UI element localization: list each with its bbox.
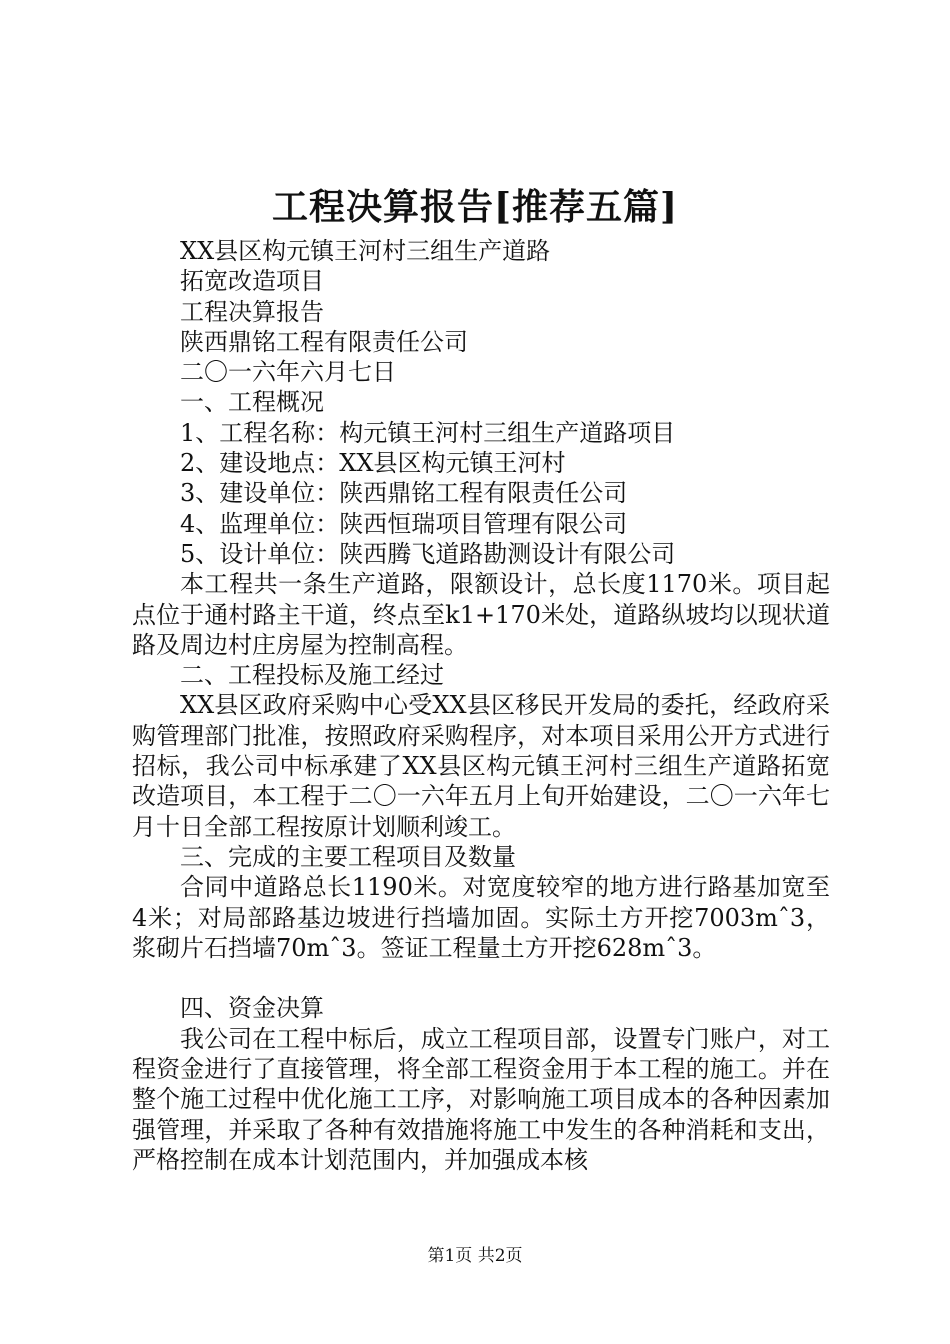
list-item: 2、建设地点：XX县区构元镇王河村 <box>180 449 566 478</box>
section-heading: 三、完成的主要工程项目及数量 <box>180 842 516 871</box>
list-item: 3、建设单位：陕西鼎铭工程有限责任公司 <box>180 479 628 508</box>
list-item: 1、工程名称：构元镇王河村三组生产道路项目 <box>180 418 676 447</box>
paragraph: 我公司在工程中标后，成立工程项目部，设置专门账户，对工程资金进行了直接管理，将全部工程资金用于本工程的施工。并在整个施工过程中优化施工工序，对影响施工项目成本的各种因素加强管理，并采取了各种有效措施将施工中发生的各种消耗和支出，严格控制在成本计划范围内，并加强成本核 <box>132 1024 830 1174</box>
document-title: 工程决算报告[推荐五篇] <box>271 186 679 228</box>
section-heading: 一、工程概况 <box>180 388 324 417</box>
cover-line: 陕西鼎铭工程有限责任公司 <box>180 327 468 356</box>
document-body <box>132 236 830 1175</box>
section-heading: 二、工程投标及施工经过 <box>180 661 444 690</box>
page-number: 第1页 共2页 <box>427 1246 523 1266</box>
paragraph: XX县区政府采购中心受XX县区移民开发局的委托，经政府采购管理部门批准，按照政府采购程序，对本项目采用公开方式进行招标，我公司中标承建了XX县区构元镇王河村三组生产道路拓宽改造项目，本工程于二〇一六年五月上旬开始建设，二〇一六年七月十日全部工程按原计划顺利竣工。 <box>132 691 830 841</box>
paragraph: 合同中道路总长1190米。对宽度较窄的地方进行路基加宽至4米；对局部路基边坡进行挡墙加固。实际土方开挖7003mˆ3，浆砌片石挡墙70mˆ3。签证工程量土方开挖628mˆ3。 <box>132 873 830 962</box>
paragraph: 本工程共一条生产道路，限额设计，总长度1170米。项目起点位于通村路主干道，终点至k1+170米处，道路纵坡均以现状道路及周边村庄房屋为控制高程。 <box>132 570 830 659</box>
list-item: 4、监理单位：陕西恒瑞项目管理有限公司 <box>180 509 628 538</box>
list-item: 5、设计单位：陕西腾飞道路勘测设计有限公司 <box>180 539 676 568</box>
cover-line: 二〇一六年六月七日 <box>180 358 396 387</box>
cover-line: XX县区构元镇王河村三组生产道路 <box>180 237 551 265</box>
cover-line: 拓宽改造项目 <box>180 267 324 296</box>
section-heading: 四、资金决算 <box>180 994 324 1023</box>
blank-line <box>132 963 830 993</box>
cover-line: 工程决算报告 <box>180 297 324 326</box>
